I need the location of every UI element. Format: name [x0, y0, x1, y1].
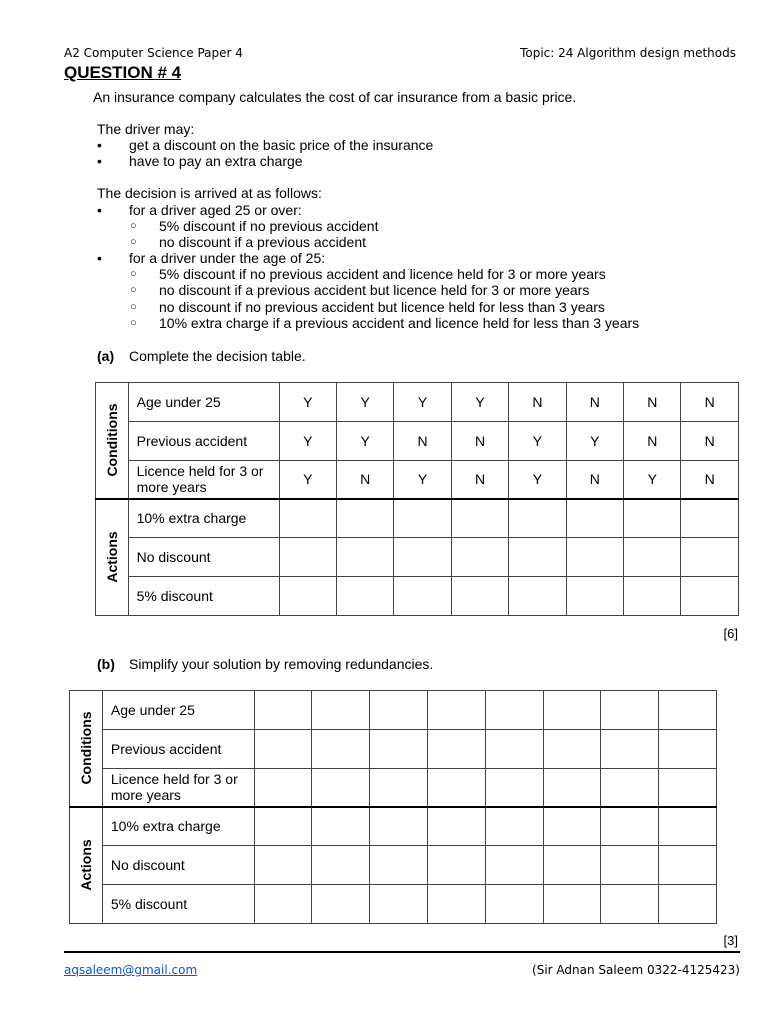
sub-item: 5% discount if no previous accident and licence held for 3 or more years: [159, 266, 606, 282]
answer-cell[interactable]: [451, 577, 508, 616]
answer-cell[interactable]: [254, 769, 312, 807]
row-label-none: No discount: [102, 846, 254, 885]
answer-cell[interactable]: [427, 730, 485, 769]
answer-cell[interactable]: [624, 499, 681, 538]
answer-cell[interactable]: [451, 499, 508, 538]
table-cell: N: [336, 461, 393, 499]
answer-cell[interactable]: [601, 769, 659, 807]
sub-item: 10% extra charge if a previous accident and licence held for less than 3 years: [159, 315, 640, 331]
bullet-icon: •: [97, 137, 102, 153]
row-label-five: 5% discount: [128, 577, 279, 616]
answer-cell[interactable]: [254, 885, 312, 924]
table-cell: Y: [336, 422, 393, 461]
table-cell: N: [681, 461, 739, 499]
may-item: get a discount on the basic price of the insurance: [129, 137, 434, 153]
answer-cell[interactable]: [659, 769, 717, 807]
row-label-licence: Licence held for 3 or more years: [102, 769, 254, 807]
table-cell: Y: [509, 461, 566, 499]
answer-cell[interactable]: [370, 807, 428, 846]
answer-cell[interactable]: [543, 885, 601, 924]
actions-label: Actions: [103, 531, 120, 583]
row-label-accident: Previous accident: [102, 730, 254, 769]
answer-cell[interactable]: [509, 538, 566, 577]
answer-cell[interactable]: [394, 499, 451, 538]
header-left: A2 Computer Science Paper 4: [64, 46, 243, 60]
answer-cell[interactable]: [601, 730, 659, 769]
answer-cell[interactable]: [279, 499, 336, 538]
table-cell: N: [451, 422, 508, 461]
table-cell: N: [566, 461, 623, 499]
answer-cell[interactable]: [370, 846, 428, 885]
answer-cell[interactable]: [659, 730, 717, 769]
answer-cell[interactable]: [336, 499, 393, 538]
sub-bullet-icon: ○: [130, 317, 137, 329]
bullet-under-25: for a driver under the age of 25:: [129, 250, 326, 266]
table-cell: Y: [451, 383, 508, 422]
table-cell: N: [681, 383, 739, 422]
intro-text: An insurance company calculates the cost of car insurance from a basic price.: [93, 89, 577, 105]
table-cell: Y: [624, 461, 681, 499]
answer-cell[interactable]: [485, 691, 543, 730]
answer-cell[interactable]: [427, 846, 485, 885]
marks-b: [3]: [723, 933, 738, 948]
answer-cell[interactable]: [312, 885, 370, 924]
bullet-25-over: for a driver aged 25 or over:: [129, 202, 302, 218]
table-cell: N: [624, 383, 681, 422]
footer-email-link[interactable]: aqsaleem@gmail.com: [64, 963, 198, 977]
row-label-licence: Licence held for 3 or more years: [128, 461, 279, 499]
table-cell: N: [681, 422, 739, 461]
sub-bullet-icon: ○: [130, 220, 137, 232]
answer-cell[interactable]: [543, 730, 601, 769]
answer-cell[interactable]: [336, 577, 393, 616]
table-cell: Y: [394, 461, 451, 499]
sub-bullet-icon: ○: [130, 236, 137, 248]
header-right: Topic: 24 Algorithm design methods: [520, 46, 736, 60]
table-cell: N: [394, 422, 451, 461]
may-heading: The driver may:: [97, 121, 195, 137]
answer-cell[interactable]: [601, 885, 659, 924]
bullet-icon: •: [97, 153, 102, 169]
row-label-none: No discount: [128, 538, 279, 577]
part-a-label: (a): [97, 348, 115, 364]
answer-cell[interactable]: [543, 769, 601, 807]
answer-cell[interactable]: [279, 538, 336, 577]
sub-bullet-icon: ○: [130, 268, 137, 280]
answer-cell[interactable]: [566, 538, 623, 577]
answer-cell[interactable]: [681, 538, 739, 577]
answer-cell[interactable]: [370, 691, 428, 730]
conditions-label: Conditions: [77, 711, 94, 785]
answer-cell[interactable]: [624, 577, 681, 616]
bullet-icon: •: [97, 202, 102, 218]
marks-a: [6]: [723, 626, 738, 641]
answer-cell[interactable]: [659, 846, 717, 885]
answer-cell[interactable]: [485, 885, 543, 924]
answer-cell[interactable]: [336, 538, 393, 577]
row-label-extra: 10% extra charge: [128, 499, 279, 538]
answer-cell[interactable]: [543, 691, 601, 730]
sub-item: 5% discount if no previous accident: [159, 218, 379, 234]
answer-cell[interactable]: [601, 846, 659, 885]
answer-cell[interactable]: [659, 885, 717, 924]
answer-cell[interactable]: [312, 691, 370, 730]
answer-cell[interactable]: [485, 769, 543, 807]
answer-cell[interactable]: [543, 846, 601, 885]
row-label-age: Age under 25: [128, 383, 279, 422]
decision-table-b: [69, 690, 717, 924]
answer-cell[interactable]: [254, 807, 312, 846]
answer-cell[interactable]: [394, 538, 451, 577]
answer-cell[interactable]: [312, 730, 370, 769]
answer-cell[interactable]: [312, 846, 370, 885]
table-cell: Y: [279, 461, 336, 499]
table-cell: N: [624, 422, 681, 461]
answer-cell[interactable]: [601, 807, 659, 846]
answer-cell[interactable]: [659, 807, 717, 846]
sub-item: no discount if a previous accident but licence held for 3 or more years: [159, 282, 590, 298]
actions-label: Actions: [77, 839, 94, 891]
sub-item: no discount if no previous accident but licence held for less than 3 years: [159, 299, 605, 315]
decision-table-a: [95, 382, 739, 616]
sub-bullet-icon: ○: [130, 284, 137, 296]
row-label-extra: 10% extra charge: [102, 807, 254, 846]
row-label-age: Age under 25: [102, 691, 254, 730]
table-cell: Y: [279, 422, 336, 461]
answer-cell[interactable]: [312, 769, 370, 807]
footer-author: (Sir Adnan Saleem 0322-4125423): [532, 963, 740, 977]
table-cell: Y: [566, 422, 623, 461]
decision-heading: The decision is arrived at as follows:: [97, 185, 322, 201]
table-cell: Y: [336, 383, 393, 422]
answer-cell[interactable]: [624, 538, 681, 577]
conditions-label: Conditions: [103, 403, 120, 477]
answer-cell[interactable]: [394, 577, 451, 616]
answer-cell[interactable]: [509, 577, 566, 616]
answer-cell[interactable]: [254, 730, 312, 769]
may-item: have to pay an extra charge: [129, 153, 303, 169]
sub-item: no discount if a previous accident: [159, 234, 367, 250]
answer-cell[interactable]: [659, 691, 717, 730]
question-title: QUESTION # 4: [64, 63, 182, 82]
answer-cell[interactable]: [427, 807, 485, 846]
answer-cell[interactable]: [566, 499, 623, 538]
answer-cell[interactable]: [681, 577, 739, 616]
answer-cell[interactable]: [312, 807, 370, 846]
answer-cell[interactable]: [543, 807, 601, 846]
answer-cell[interactable]: [254, 846, 312, 885]
part-b-text: Simplify your solution by removing redundancies.: [129, 656, 434, 672]
answer-cell[interactable]: [509, 499, 566, 538]
table-cell: N: [566, 383, 623, 422]
answer-cell[interactable]: [370, 769, 428, 807]
answer-cell[interactable]: [370, 730, 428, 769]
answer-cell[interactable]: [370, 885, 428, 924]
answer-cell[interactable]: [601, 691, 659, 730]
answer-cell[interactable]: [485, 807, 543, 846]
answer-cell[interactable]: [566, 577, 623, 616]
answer-cell[interactable]: [485, 730, 543, 769]
answer-cell[interactable]: [485, 846, 543, 885]
table-cell: N: [509, 383, 566, 422]
sub-bullet-icon: ○: [130, 301, 137, 313]
bullet-icon: •: [97, 250, 102, 266]
row-label-five: 5% discount: [102, 885, 254, 924]
part-a-text: Complete the decision table.: [129, 348, 306, 364]
table-cell: Y: [394, 383, 451, 422]
answer-cell[interactable]: [681, 499, 739, 538]
row-label-accident: Previous accident: [128, 422, 279, 461]
answer-cell[interactable]: [451, 538, 508, 577]
table-cell: Y: [279, 383, 336, 422]
answer-cell[interactable]: [427, 769, 485, 807]
part-b-label: (b): [97, 656, 115, 672]
footer-divider: [64, 951, 740, 953]
answer-cell[interactable]: [254, 691, 312, 730]
answer-cell[interactable]: [427, 885, 485, 924]
table-cell: Y: [509, 422, 566, 461]
table-cell: N: [451, 461, 508, 499]
answer-cell[interactable]: [279, 577, 336, 616]
answer-cell[interactable]: [427, 691, 485, 730]
